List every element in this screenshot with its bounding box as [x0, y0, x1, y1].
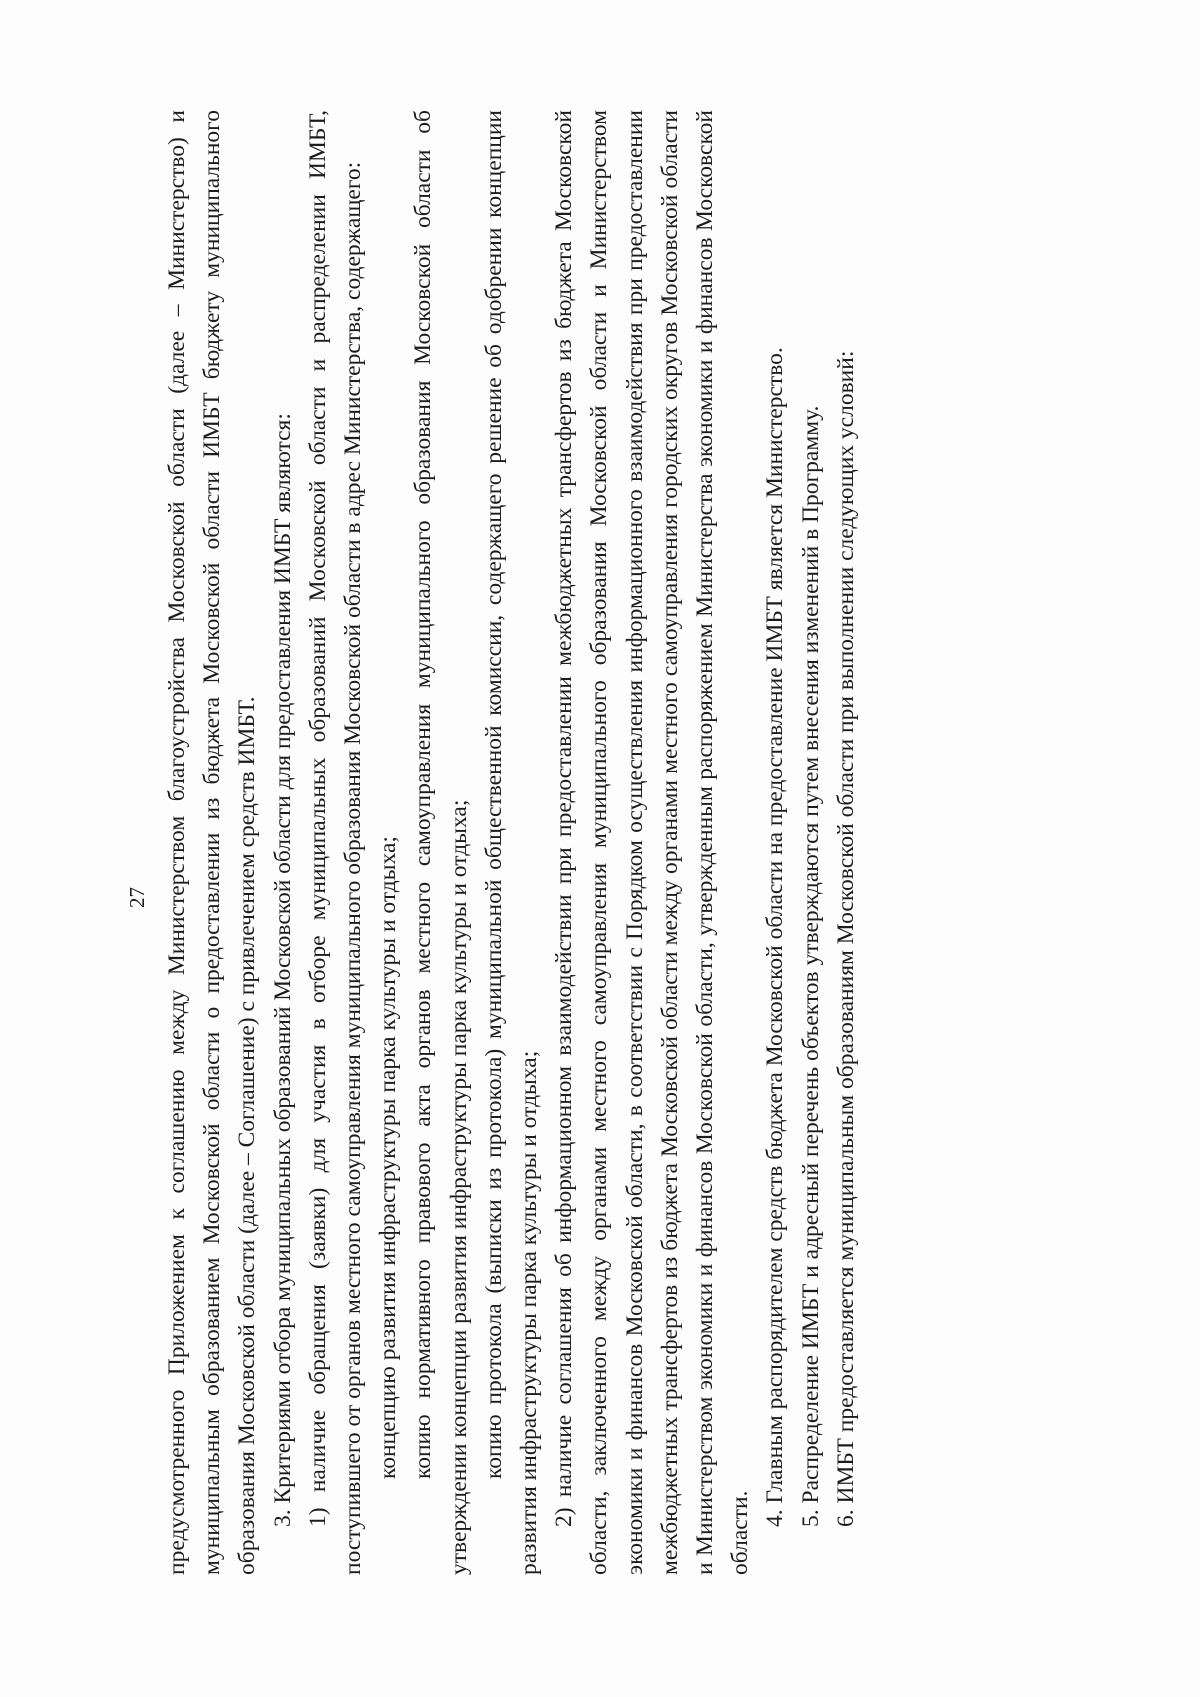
paragraph: копию протокола (выписки из протокола) муниципальной общественной комиссии, содержащего решение об одобрении концепции развития инфраструктуры парка культуры и отдыха; [480, 110, 543, 1575]
paragraph: 4. Главным распорядителем средств бюджета Московской области на предоставление ИМБТ является Министерство. [762, 347, 789, 1527]
paragraph: копию нормативного правового акта органов местного самоуправления муниципального образования Московской области об утверждении концепции развития инфраструктуры парка культуры и отдыха; [410, 110, 472, 1575]
paragraph: предусмотренного Приложением к соглашению между Министерством благоустройства Московской области (далее – Министерство) и муниципальным образованием Московской области о предоставлении из бюджета Московской области ИМБТ бюджету муниципального образования Московской области (далее – Соглашение) с привлечением средств ИМБТ. [164, 110, 261, 1575]
rotated-document-body [125, 110, 1060, 1575]
paragraph: 6. ИМБТ предоставляется муниципальным образованиям Московской области при выполнении следующих условий: [832, 350, 859, 1527]
paragraph: концепцию развития инфраструктуры парка культуры и отдыха; [375, 836, 402, 1479]
paragraph: 3. Критериями отбора муниципальных образований Московской области для предоставления ИМБТ являются: [269, 413, 296, 1527]
paragraph: 2) наличие соглашения об информационном взаимодействии при предоставлении межбюджетных трансфертов из бюджета Московской области, заключенного между органами местного самоуправления муниципального образования Московской области и Министерством экономики и финансов Московской области, в соответствии с Порядком осуществления информационного взаимодействия при предоставлении межбюджетных трансфертов из бюджета Московской области между органами местного самоуправления городских округов Московской области и Министерством экономики и финансов Московской области, утвержденным распоряжением Министерства экономики и финансов Московской области. [551, 110, 754, 1575]
paragraph: 1) наличие обращения (заявки) для участия в отборе муниципальных образований Московской области и распределении ИМБТ, поступившего от органов местного самоуправления муниципального образования Московской области в адрес Министерства, содержащего: [304, 110, 367, 1575]
paragraph-container [160, 110, 864, 1575]
paragraph: 5. Распределение ИМБТ и адресный перечень объектов утверждаются путем внесения изменений в Программу. [797, 405, 824, 1527]
page-number: 27 [125, 887, 149, 908]
